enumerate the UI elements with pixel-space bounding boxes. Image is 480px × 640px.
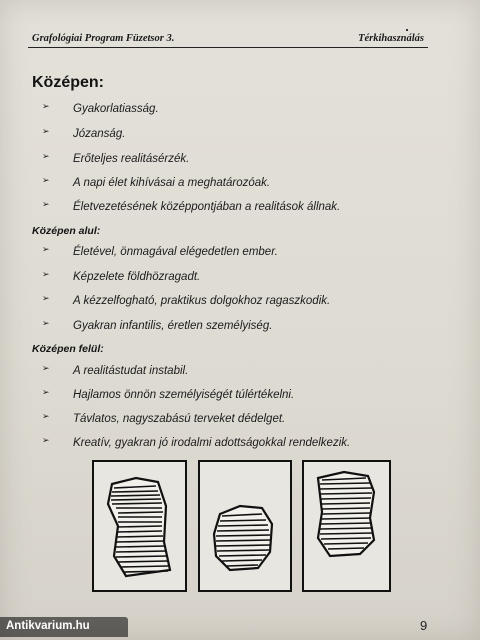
arrow-bullet-icon: ➢ bbox=[42, 411, 50, 421]
arrow-bullet-icon: ➢ bbox=[42, 363, 50, 373]
subsection-heading: Középen felül: bbox=[32, 343, 104, 355]
book-page: Grafológiai Program Füzetsor 3. Térkihasználás Középen: ➢ Gyakorlatiasság. ➢ Józanság. ➢ Erőteljes realitásérzék. ➢ A napi élet kihívásai a meghatározóak. ➢ Életvezetésének középpontjában a realitások állnak. Középen alul: ➢ Életével, önmagával elégedetlen ember. ➢ Képzelete földhözragadt. ➢ A kézzelfogható, praktikus dolgokhoz ragaszkodik. ➢ Gyakran infantilis, éretlen személyiség. Középen felül: ➢ A realitástudat instabil. ➢ Hajlamos önnön személyiségét túlértékelni. ➢ Távlatos, nagyszabású terveket dédelget. ➢ Kreatív, gyakran jó irodalmi adottságokkal rendelkezik. 9 Antikvarium.hu bbox=[0, 0, 480, 640]
illustration-frame-center-high bbox=[302, 460, 391, 592]
header-series-title: Grafológiai Program Füzetsor 3. bbox=[32, 33, 175, 44]
handwriting-block-illustration bbox=[94, 462, 185, 590]
arrow-bullet-icon: ➢ bbox=[42, 435, 50, 445]
watermark-badge bbox=[0, 617, 128, 637]
handwriting-block-illustration bbox=[304, 462, 389, 590]
arrow-bullet-icon: ➢ bbox=[42, 387, 50, 397]
illustration-frame-center bbox=[198, 460, 292, 592]
page-number: 9 bbox=[420, 618, 428, 633]
subsection-heading: Középen alul: bbox=[32, 225, 101, 237]
watermark-text: Antikvarium.hu bbox=[6, 620, 90, 632]
running-header bbox=[28, 33, 428, 48]
handwriting-block-illustration bbox=[200, 462, 290, 590]
arrow-bullet-icon: ➢ bbox=[42, 151, 50, 161]
section-title: Középen: bbox=[32, 74, 104, 91]
arrow-bullet-icon: ➢ bbox=[42, 126, 50, 136]
arrow-bullet-icon: ➢ bbox=[42, 199, 50, 209]
header-dot bbox=[406, 29, 408, 31]
arrow-bullet-icon: ➢ bbox=[42, 293, 50, 303]
arrow-bullet-icon: ➢ bbox=[42, 175, 50, 185]
illustration-frame-center-low bbox=[92, 460, 187, 592]
arrow-bullet-icon: ➢ bbox=[42, 101, 50, 111]
bleed-through bbox=[360, 86, 363, 98]
arrow-bullet-icon: ➢ bbox=[42, 318, 50, 328]
header-chapter-title: Térkihasználás bbox=[358, 33, 424, 44]
arrow-bullet-icon: ➢ bbox=[42, 269, 50, 279]
arrow-bullet-icon: ➢ bbox=[42, 244, 50, 254]
